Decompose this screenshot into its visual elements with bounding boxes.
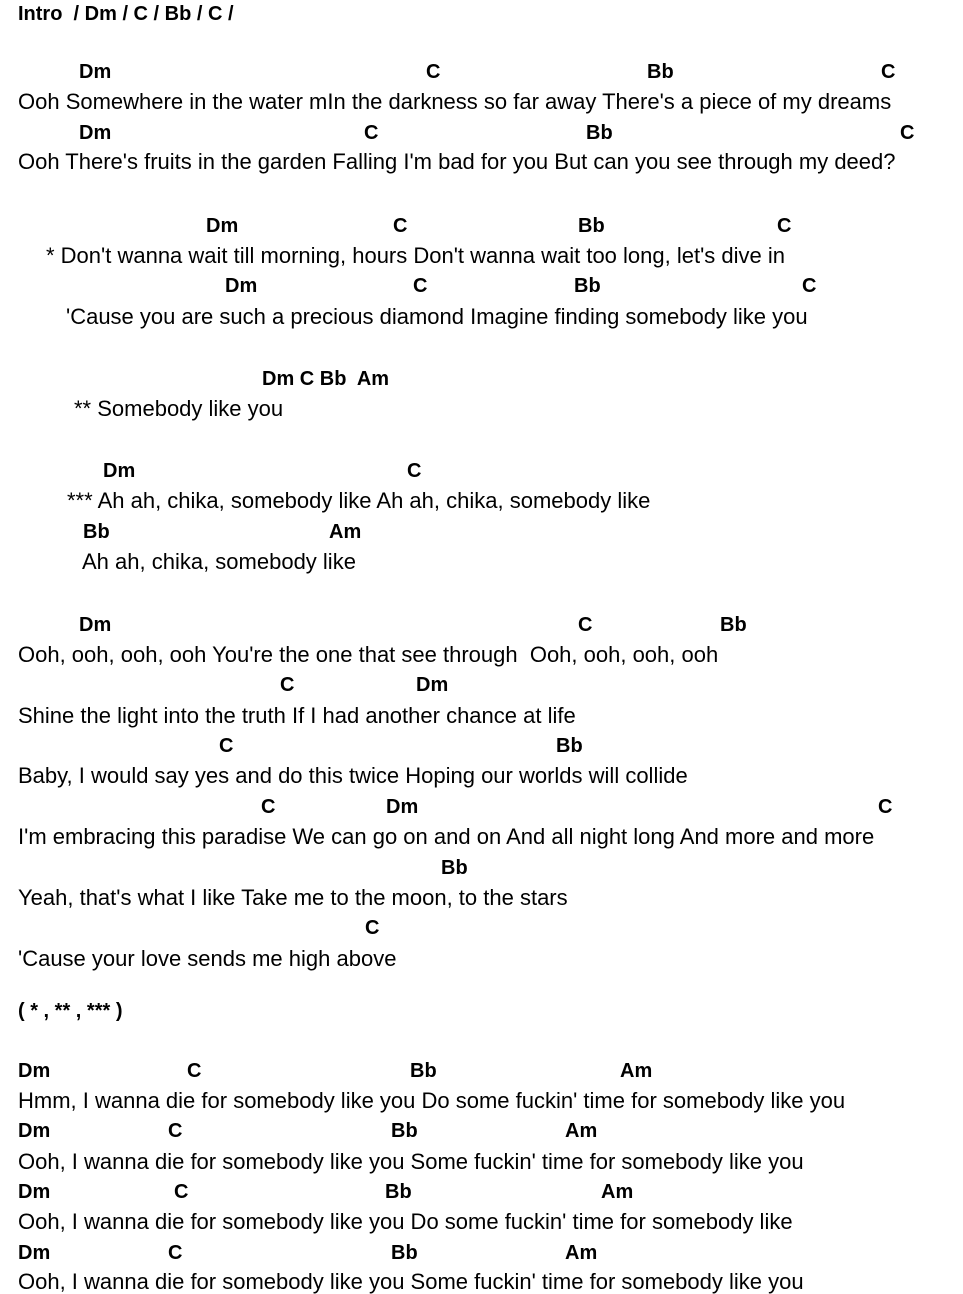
chord-label: C [407,460,422,482]
chord-label: Dm [18,1242,51,1264]
chord-label: Dm [79,614,112,636]
lyric-line: ** Somebody like you [74,396,284,421]
chord-label: Bb [441,857,468,879]
chord-label: C [881,61,896,83]
chord-label: Dm [103,460,136,482]
chord-label: Bb [385,1181,412,1203]
chord-label: Am [565,1120,598,1142]
chord-label: Am [565,1242,598,1264]
chord-label: Dm [206,215,239,237]
lyric-line: *** Ah ah, chika, somebody like Ah ah, chika, somebody like [67,488,651,513]
chord-label: C [168,1120,183,1142]
lyric-line: Yeah, that's what I like Take me to the moon, to the stars [18,885,568,910]
chord-label: C [393,215,408,237]
chord-label: C [578,614,593,636]
lyric-line: Ooh Somewhere in the water mIn the darkness so far away There's a piece of my dreams [18,89,892,114]
chord-label: C [900,122,915,144]
chord-label: Dm [386,796,419,818]
lyric-line: Ooh, I wanna die for somebody like you Some fuckin' time for somebody like you [18,1269,804,1294]
lyric-line: Baby, I would say yes and do this twice Hoping our worlds will collide [18,763,688,788]
chord-label: C [168,1242,183,1264]
chord-label: Dm [18,1060,51,1082]
chord-label: Bb [391,1120,418,1142]
lyric-line: Ooh There's fruits in the garden Falling I'm bad for you But can you see through my deed? [18,149,896,174]
chord-label: Bb [83,521,110,543]
lyric-line: Ooh, I wanna die for somebody like you Some fuckin' time for somebody like you [18,1149,804,1174]
lyric-line: Ah ah, chika, somebody like [82,549,356,574]
chord-label: C [364,122,379,144]
chord-label: C [413,275,428,297]
chord-label: Bb [647,61,674,83]
lyric-line: I'm embracing this paradise We can go on and on And all night long And more and more [18,824,875,849]
chord-label: C [426,61,441,83]
chord-label: C [261,796,276,818]
chord-label: Dm [18,1120,51,1142]
chord-label: C [280,674,295,696]
chord-label: Am [329,521,362,543]
chord-label: Bb [391,1242,418,1264]
lyric-line: * Don't wanna wait till morning, hours Don't wanna wait too long, let's dive in [46,243,785,268]
chord-label: Dm [79,122,112,144]
chord-label: Dm [225,275,258,297]
lyric-line: Ooh, I wanna die for somebody like you Do some fuckin' time for somebody like [18,1209,793,1234]
lyric-line: Ooh, ooh, ooh, ooh You're the one that see through Ooh, ooh, ooh, ooh [18,642,719,667]
lyric-line: Shine the light into the truth If I had another chance at life [18,703,576,728]
chord-label: C [174,1181,189,1203]
chord-label: Dm C Bb Am [262,368,390,390]
chord-label: Am [601,1181,634,1203]
chord-label: Bb [410,1060,437,1082]
chord-label: C [878,796,893,818]
chord-label: Bb [556,735,583,757]
lyric-line: 'Cause you are such a precious diamond Imagine finding somebody like you [66,304,808,329]
intro-line: Intro / Dm / C / Bb / C / [18,3,234,25]
chord-label: Bb [720,614,747,636]
chord-label: C [187,1060,202,1082]
chord-label: C [802,275,817,297]
chord-label: Dm [18,1181,51,1203]
chord-label: Dm [416,674,449,696]
chord-label: Am [620,1060,653,1082]
chord-label: Bb [574,275,601,297]
chord-label: C [777,215,792,237]
chord-label: C [219,735,234,757]
chord-label: C [365,917,380,939]
repeat-marker: ( * , ** , *** ) [18,1000,123,1022]
chord-label: Dm [79,61,112,83]
chord-label: Bb [586,122,613,144]
lyric-line: 'Cause your love sends me high above [18,946,397,971]
lyric-line: Hmm, I wanna die for somebody like you Do some fuckin' time for somebody like you [18,1088,846,1113]
chord-label: Bb [578,215,605,237]
